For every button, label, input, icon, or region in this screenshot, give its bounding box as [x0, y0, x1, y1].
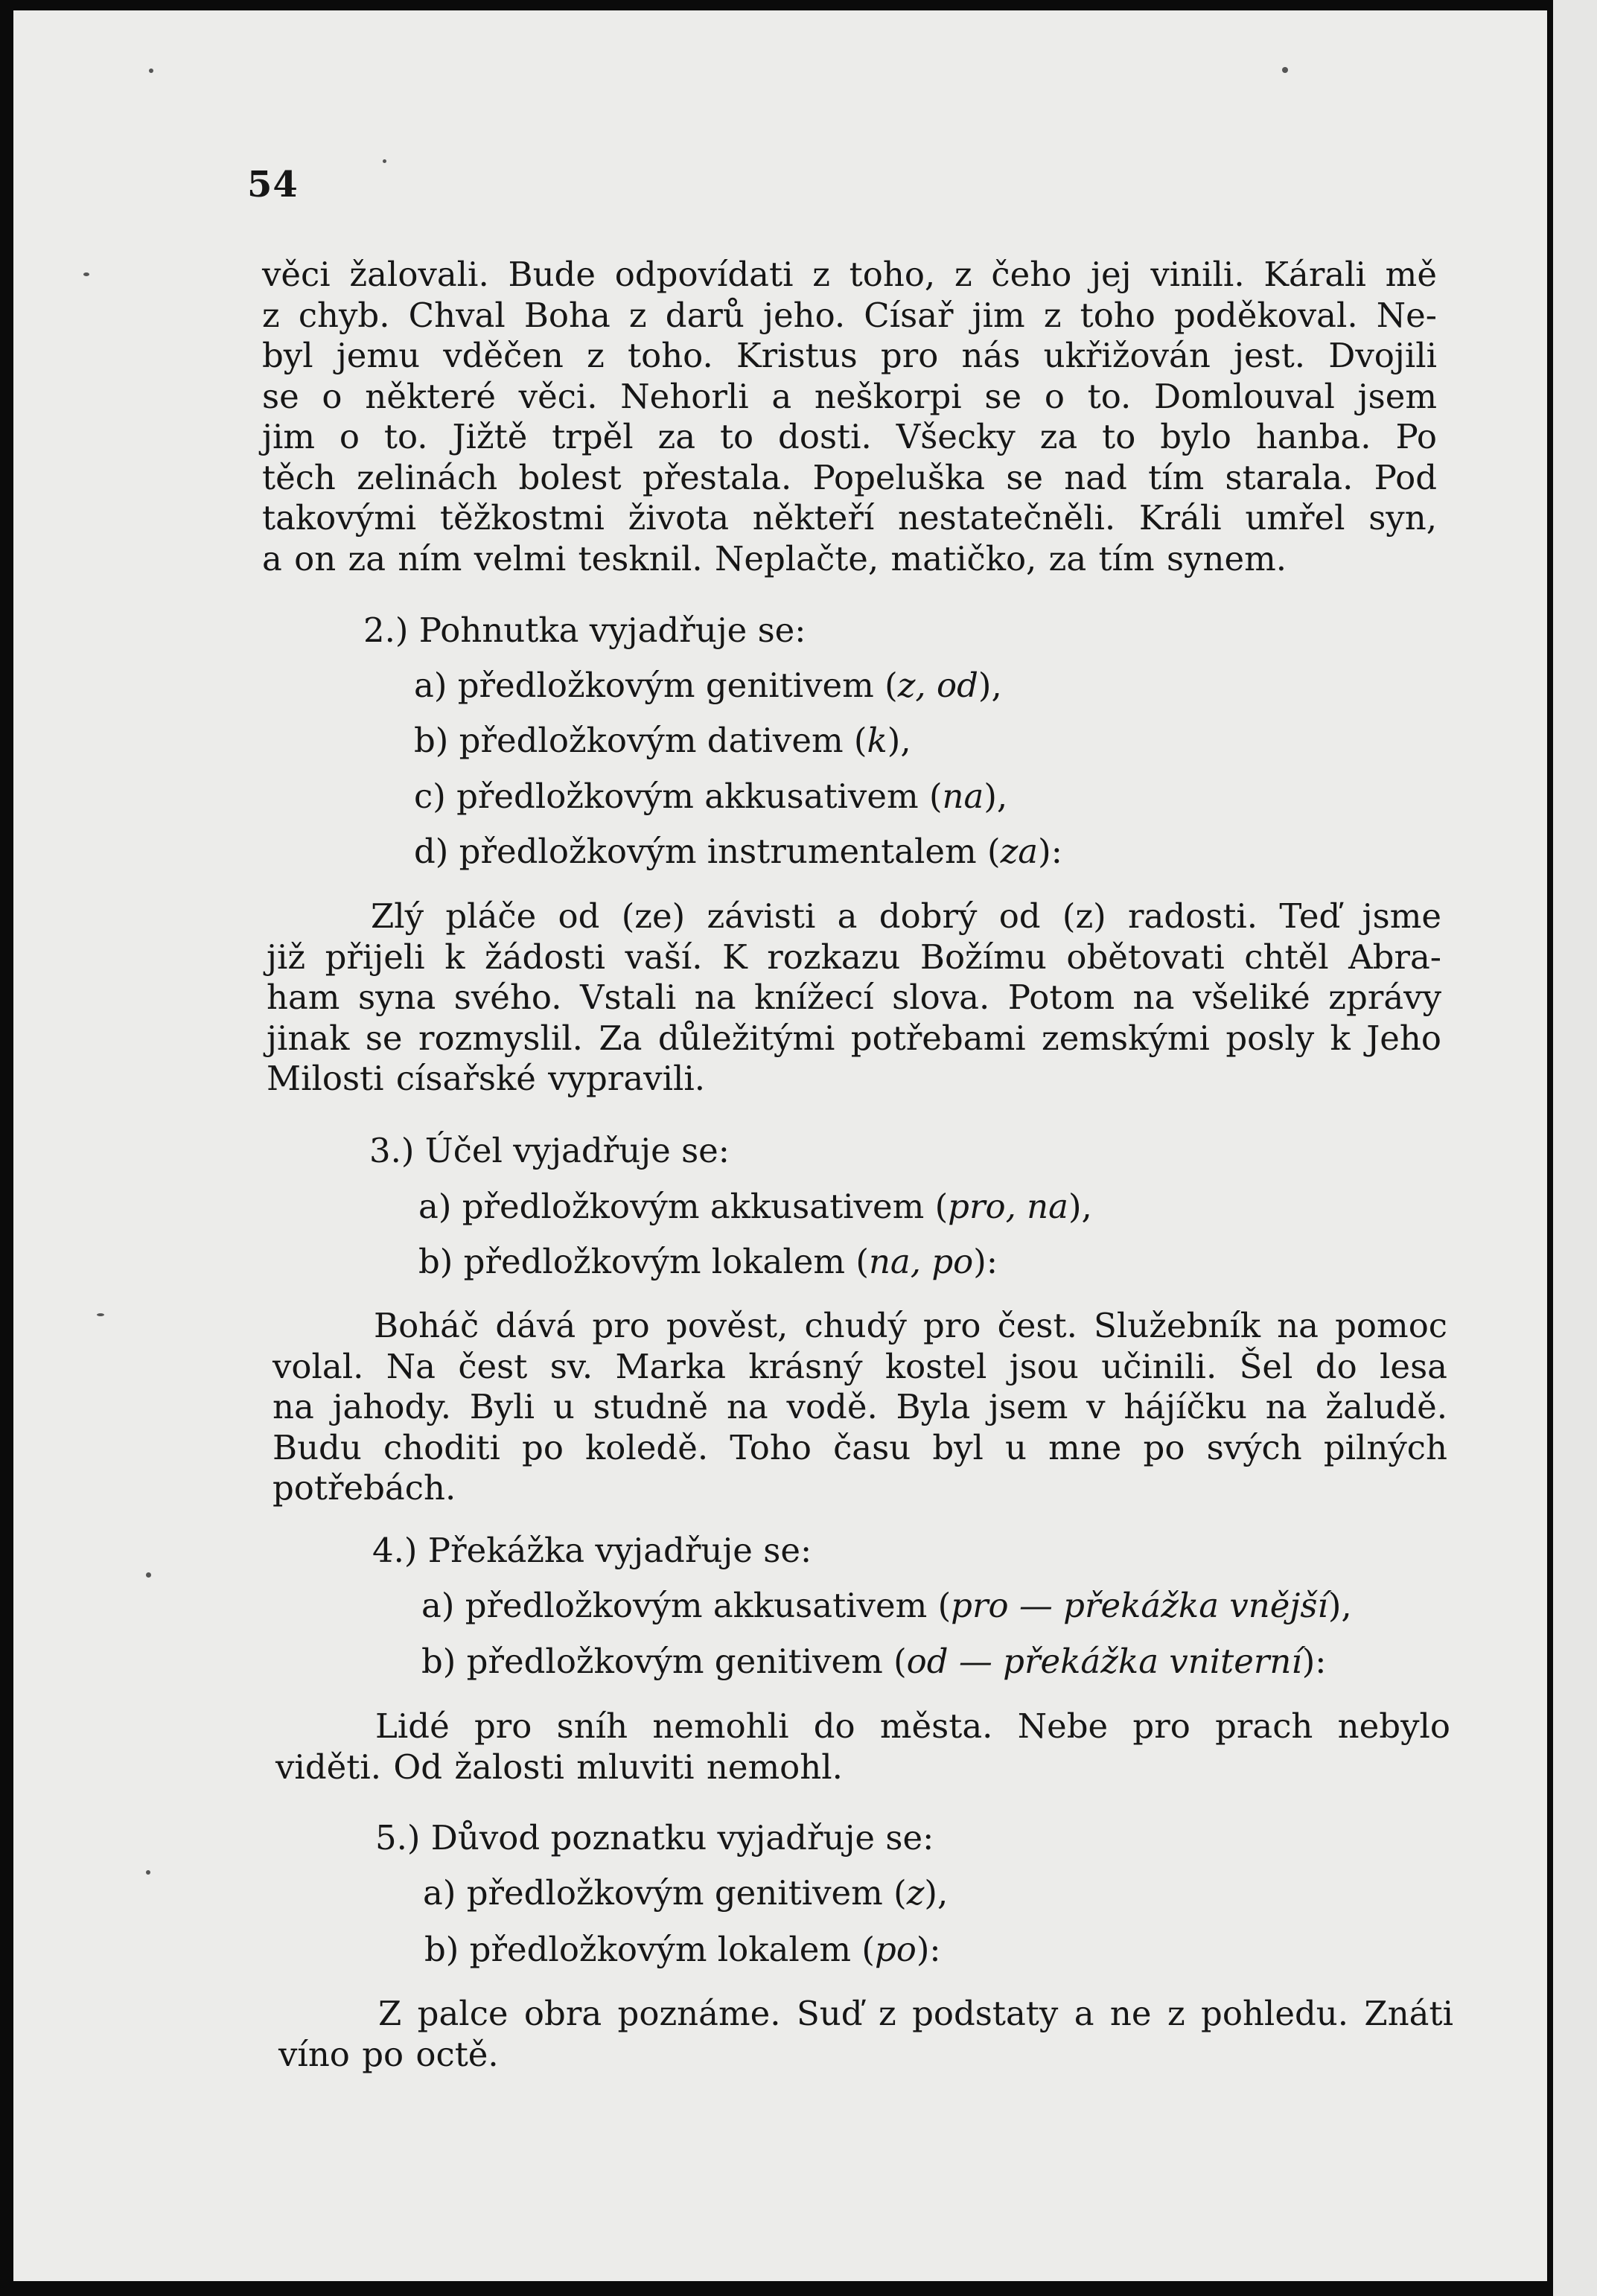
scan-speck — [146, 1572, 151, 1578]
page-edge-shadow — [1547, 0, 1553, 2296]
text-line: z chyb. Chval Boha z darů jeho. Císař jim z toho poděkoval. Ne- — [262, 295, 1437, 335]
text-line: na jahody. Byli u studně na vodě. Byla jsem v hájíčku na žaludě. — [272, 1387, 1447, 1426]
section-heading: 4.) Překážka vyjadřuje se: — [372, 1531, 812, 1570]
list-item: c) předložkovým akkusativem (na), — [414, 777, 1008, 816]
text-line: Boháč dává pro pověst, chudý pro čest. Služebník na pomoc — [374, 1306, 1447, 1345]
scan-speck — [149, 68, 153, 73]
list-item: a) předložkovým akkusativem (pro — překážka vnější), — [421, 1586, 1352, 1625]
example-paragraph — [272, 1306, 1447, 1509]
text-line: věci žalovali. Bude odpovídati z toho, z čeho jej vinili. Kárali mě — [262, 255, 1437, 294]
example-paragraph — [275, 1706, 1450, 1788]
text-line: Milosti císařské vypravili. — [267, 1059, 706, 1098]
list-item: b) předložkovým lokalem (po): — [424, 1930, 941, 1969]
text-line: se o některé věci. Nehorli a neškorpi se o to. Domlouval jsem — [262, 376, 1437, 416]
section-heading: 5.) Důvod poznatku vyjadřuje se: — [375, 1818, 934, 1857]
intro-paragraph — [262, 255, 1437, 579]
example-paragraph — [278, 1994, 1453, 2075]
text-line: takovými těžkostmi života někteří nestatečněli. Králi umřel syn, — [262, 498, 1437, 538]
next-page-edge — [1553, 0, 1597, 2296]
text-line: volal. Na čest sv. Marka krásný kostel jsou učinili. Šel do lesa — [272, 1346, 1447, 1386]
text-line: jim o to. Jižtě trpěl za to dosti. Všecky za to bylo hanba. Po — [262, 417, 1437, 456]
page-number: 54 — [247, 164, 299, 205]
section-heading: 3.) Účel vyjadřuje se: — [369, 1131, 730, 1170]
text-line: viděti. Od žalosti mluviti nemohl. — [275, 1747, 843, 1787]
example-paragraph — [267, 896, 1441, 1100]
list-item: b) předložkovým dativem (k), — [414, 721, 911, 760]
text-line: těch zelinách bolest přestala. Popeluška se nad tím starala. Pod — [262, 457, 1437, 497]
list-item: d) předložkovým instrumentalem (za): — [414, 832, 1062, 871]
text-line: Zlý pláče od (ze) závisti a dobrý od (z) radosti. Teď jsme — [371, 896, 1441, 936]
scan-speck — [97, 1313, 104, 1316]
scan-speck — [146, 1870, 150, 1875]
list-item: b) předložkovým lokalem (na, po): — [418, 1242, 998, 1281]
section-heading: 2.) Pohnutka vyjadřuje se: — [363, 610, 806, 650]
list-item: a) předložkovým genitivem (z, od), — [414, 666, 1002, 705]
scan-speck — [83, 272, 89, 276]
text-line: a on za ním velmi tesknil. Neplačte, matičko, za tím synem. — [262, 538, 1287, 578]
text-line: víno po octě. — [278, 2034, 499, 2074]
text-line: již přijeli k žádosti vaší. K rozkazu Božímu obětovati chtěl Abra- — [267, 937, 1441, 977]
text-line: jinak se rozmyslil. Za důležitými potřebami zemskými posly k Jeho — [267, 1018, 1441, 1058]
text-line: Budu choditi po koledě. Toho času byl u mne po svých pilných — [272, 1427, 1447, 1467]
text-line: Lidé pro sníh nemohli do města. Nebe pro prach nebylo — [375, 1706, 1450, 1746]
text-line: byl jemu vděčen z toho. Kristus pro nás ukřižován jest. Dvojili — [262, 336, 1437, 375]
list-item: b) předložkovým genitivem (od — překážka vniterní): — [421, 1642, 1327, 1681]
scan-speck — [383, 159, 386, 163]
list-item: a) předložkovým genitivem (z), — [423, 1873, 949, 1913]
scan-speck — [1282, 67, 1288, 73]
text-line: Z palce obra poznáme. Suď z podstaty a ne z pohledu. Znáti — [378, 1994, 1453, 2033]
text-line: potřebách. — [272, 1468, 456, 1508]
text-line: ham syna svého. Vstali na knížecí slova. Potom na všeliké zprávy — [267, 978, 1441, 1017]
list-item: a) předložkovým akkusativem (pro, na), — [418, 1187, 1092, 1226]
